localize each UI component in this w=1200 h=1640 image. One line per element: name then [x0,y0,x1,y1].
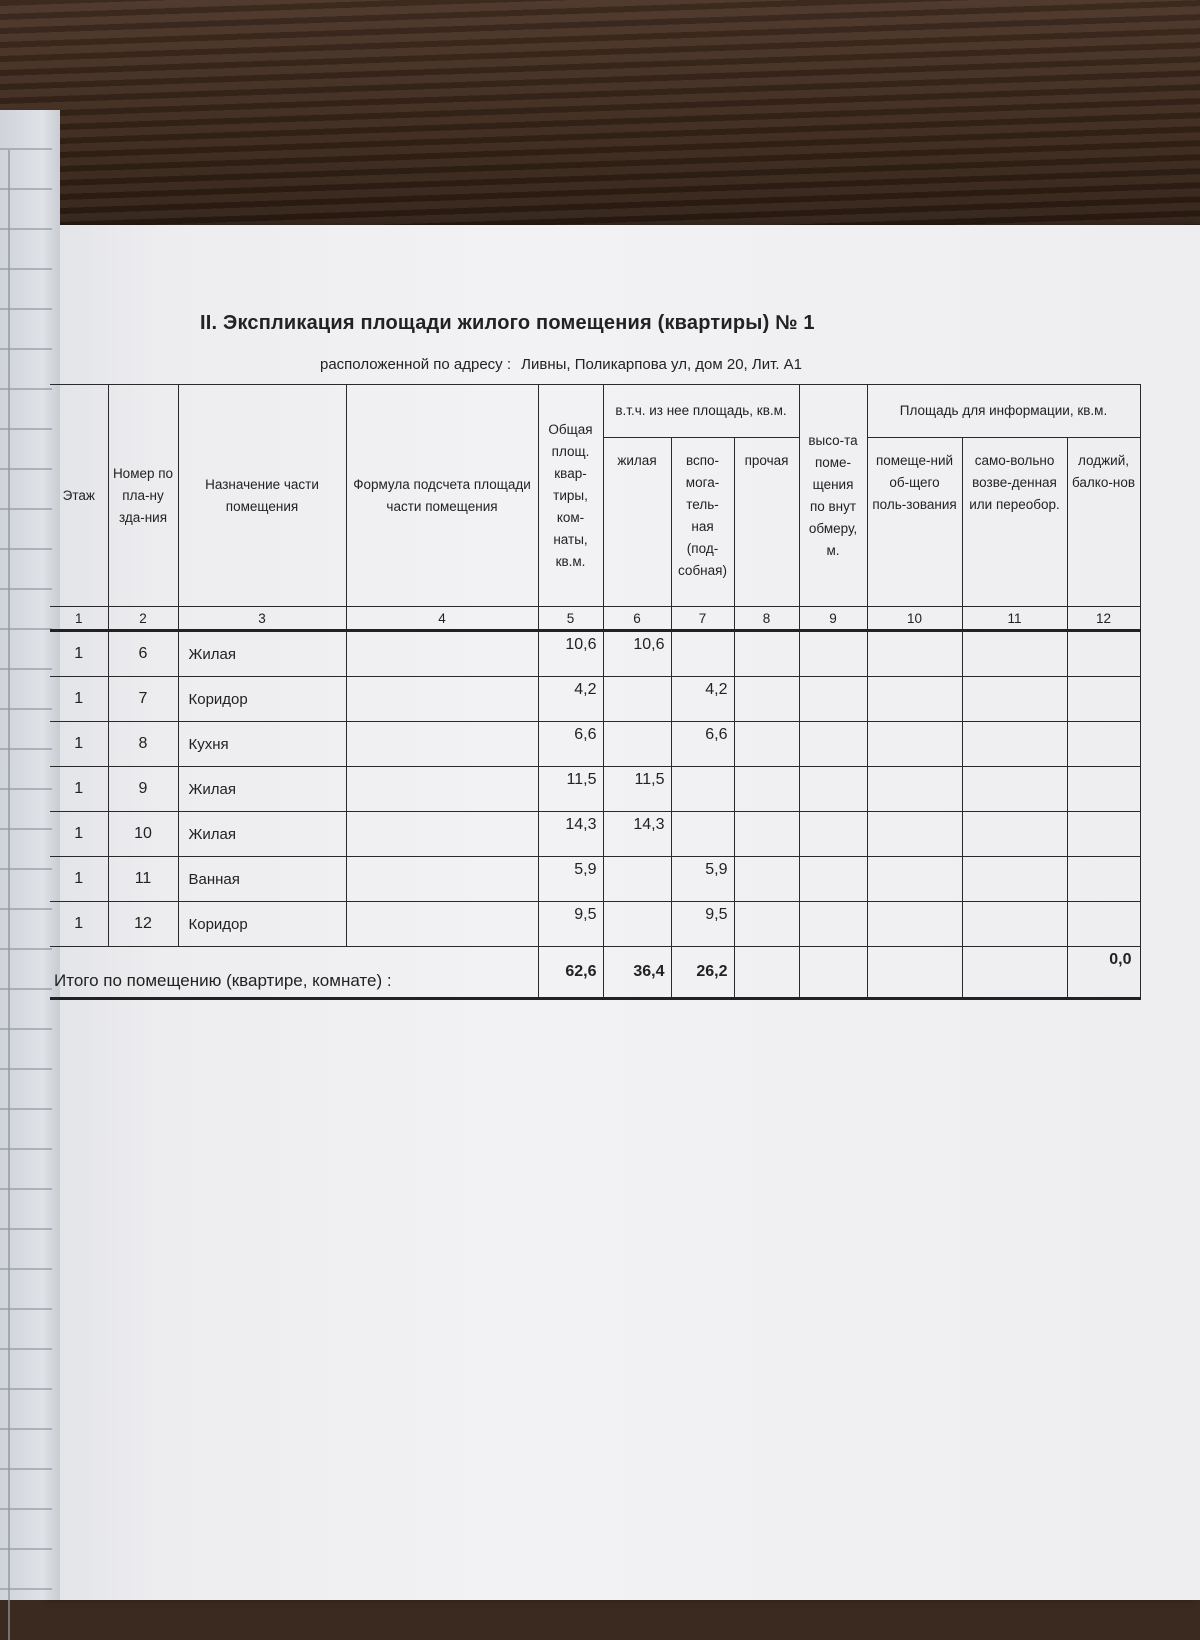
cell-loggia [1067,631,1140,677]
cell-plan-number: 11 [108,857,178,902]
cell-loggia [1067,722,1140,767]
cell-auxiliary [671,767,734,812]
wooden-table-background [0,0,1200,240]
cell-height [799,767,867,812]
cell-other [734,677,799,722]
cell-height [799,902,867,947]
cell-other [734,902,799,947]
cell-other [734,857,799,902]
column-number: 5 [538,607,603,631]
cell-common-use [867,631,962,677]
cell-auxiliary: 4,2 [671,677,734,722]
header-formula: Формула подсчета площади части помещения [346,385,538,607]
column-number: 10 [867,607,962,631]
cell-living [603,857,671,902]
cell-formula [346,722,538,767]
cell-unauthorized [962,902,1067,947]
cell-living: 11,5 [603,767,671,812]
cell-total-area: 10,6 [538,631,603,677]
cell-common-use [867,812,962,857]
column-number-row [50,607,1140,631]
cell-purpose: Жилая [178,767,346,812]
cell-auxiliary: 6,6 [671,722,734,767]
cell-formula [346,857,538,902]
cell-height [799,722,867,767]
total-living-sum: 36,4 [603,947,671,999]
header-common-use: помеще-ний об-щего поль-зования [867,438,962,607]
table-row [50,902,1140,947]
address-label: расположенной по адресу : [320,356,511,373]
cell-unauthorized [962,677,1067,722]
table-row [50,767,1140,812]
cell-common-use [867,722,962,767]
header-floor: Этаж [50,385,108,607]
table-row [50,812,1140,857]
cell-living: 10,6 [603,631,671,677]
cell-floor: 1 [50,767,108,812]
cell-loggia [1067,902,1140,947]
column-number: 9 [799,607,867,631]
cell-plan-number: 6 [108,631,178,677]
cell-floor: 1 [50,857,108,902]
cell-loggia [1067,857,1140,902]
cell-auxiliary: 9,5 [671,902,734,947]
header-auxiliary: вспо-мога-тель-ная (под-собная) [671,438,734,607]
total-height [799,947,867,999]
cell-height [799,677,867,722]
cell-floor: 1 [50,631,108,677]
cell-purpose: Жилая [178,631,346,677]
header-height: высо-та поме-щения по внут обмеру, м. [799,385,867,607]
cell-common-use [867,857,962,902]
header-purpose: Назначение части помещения [178,385,346,607]
cell-formula [346,767,538,812]
document-title: II. Экспликация площади жилого помещения (квартиры) № 1 [200,312,815,334]
cell-total-area: 4,2 [538,677,603,722]
cell-auxiliary [671,631,734,677]
table-row [50,677,1140,722]
cell-living: 14,3 [603,812,671,857]
cell-floor: 1 [50,722,108,767]
column-number: 2 [108,607,178,631]
cell-other [734,812,799,857]
column-number: 1 [50,607,108,631]
address-line [320,356,802,373]
cell-living [603,677,671,722]
cell-purpose: Жилая [178,812,346,857]
cell-purpose: Коридор [178,677,346,722]
total-other [734,947,799,999]
cell-auxiliary [671,812,734,857]
header-other: прочая [734,438,799,607]
cell-unauthorized [962,857,1067,902]
column-number: 4 [346,607,538,631]
cell-other [734,722,799,767]
cell-plan-number: 9 [108,767,178,812]
total-common-use [867,947,962,999]
header-including-group: в.т.ч. из нее площадь, кв.м. [603,385,799,438]
cell-purpose: Кухня [178,722,346,767]
table-row [50,631,1140,677]
cell-unauthorized [962,767,1067,812]
cell-living [603,902,671,947]
cell-height [799,631,867,677]
cell-plan-number: 7 [108,677,178,722]
left-page-margin-line [8,150,10,1640]
cell-auxiliary: 5,9 [671,857,734,902]
cell-common-use [867,677,962,722]
table-row [50,857,1140,902]
cell-other [734,767,799,812]
total-auxiliary-sum: 26,2 [671,947,734,999]
column-number: 8 [734,607,799,631]
cell-plan-number: 12 [108,902,178,947]
column-number: 7 [671,607,734,631]
cell-living [603,722,671,767]
header-living: жилая [603,438,671,607]
header-info-group: Площадь для информации, кв.м. [867,385,1140,438]
cell-floor: 1 [50,812,108,857]
cell-loggia [1067,767,1140,812]
cell-other [734,631,799,677]
cell-purpose: Коридор [178,902,346,947]
address-value: Ливны, Поликарпова ул, дом 20, Лит. А1 [521,356,803,373]
column-number: 3 [178,607,346,631]
total-loggia-sum: 0,0 [1067,947,1140,999]
column-number: 11 [962,607,1067,631]
column-number: 12 [1067,607,1140,631]
cell-floor: 1 [50,902,108,947]
cell-total-area: 14,3 [538,812,603,857]
cell-purpose: Ванная [178,857,346,902]
header-unauthorized: само-вольно возве-денная или переобор. [962,438,1067,607]
cell-formula [346,902,538,947]
header-plan-number: Номер по пла-ну зда-ния [108,385,178,607]
total-unauthorized [962,947,1067,999]
cell-total-area: 9,5 [538,902,603,947]
cell-common-use [867,767,962,812]
cell-loggia [1067,812,1140,857]
cell-height [799,812,867,857]
total-label: Итого по помещению (квартире, комнате) : [50,947,538,999]
cell-formula [346,812,538,857]
cell-total-area: 5,9 [538,857,603,902]
explication-table [50,384,1141,1000]
cell-plan-number: 10 [108,812,178,857]
cell-total-area: 6,6 [538,722,603,767]
cell-unauthorized [962,722,1067,767]
cell-formula [346,631,538,677]
header-total-area: Общая площ. квар-тиры, ком-наты, кв.м. [538,385,603,607]
table-row [50,722,1140,767]
cell-total-area: 11,5 [538,767,603,812]
cell-loggia [1067,677,1140,722]
cell-floor: 1 [50,677,108,722]
column-number: 6 [603,607,671,631]
header-loggia: лоджий, балко-нов [1067,438,1140,607]
cell-height [799,857,867,902]
cell-common-use [867,902,962,947]
cell-unauthorized [962,812,1067,857]
cell-unauthorized [962,631,1067,677]
cell-plan-number: 8 [108,722,178,767]
total-row [50,947,1140,999]
total-area-sum: 62,6 [538,947,603,999]
cell-formula [346,677,538,722]
